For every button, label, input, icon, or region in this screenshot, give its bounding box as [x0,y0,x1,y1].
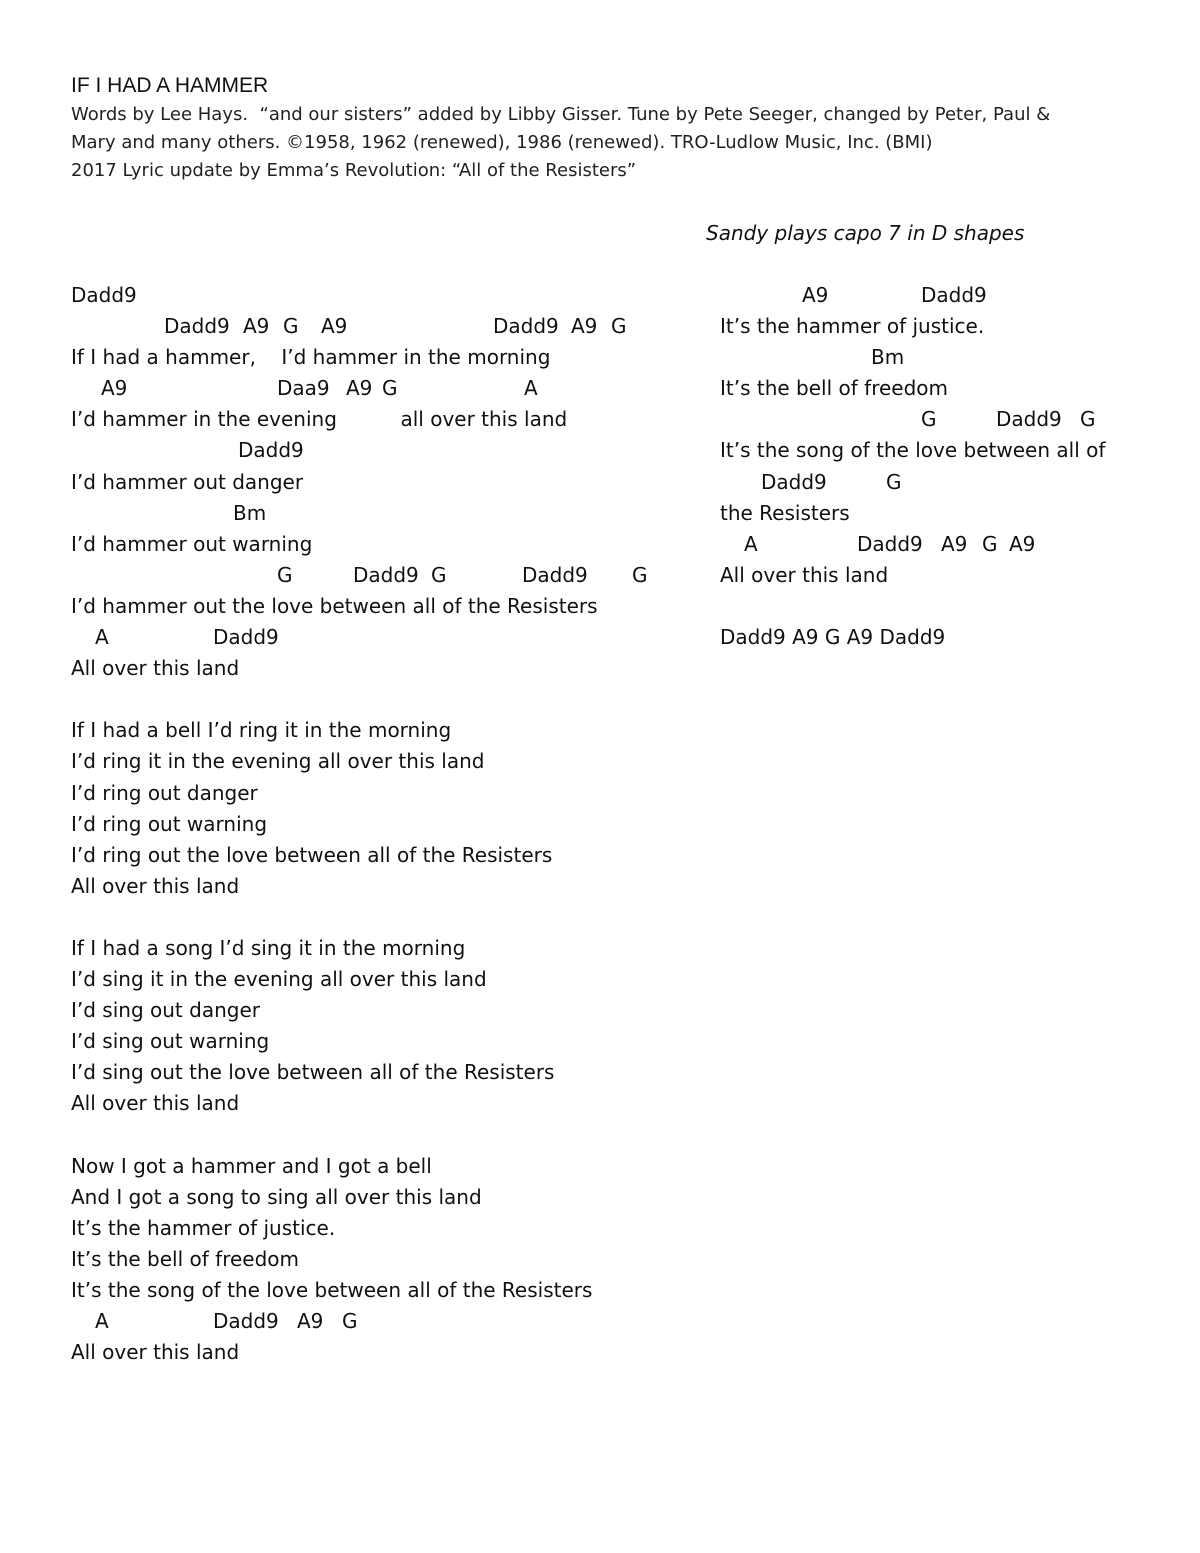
chord-symbol: Dadd9 [213,625,279,650]
chord-line [71,622,671,653]
chord-symbol: Bm [233,500,267,525]
lyric-line: I’d hammer out danger [71,469,304,494]
lyric-line: All over this land [720,562,889,587]
chord-symbol: Dadd9 [522,562,588,587]
chord-symbol: G [611,314,627,339]
chord-symbol: A [95,1309,109,1334]
chord-symbol: Dadd9 [71,283,137,307]
chord-symbol: A9 [571,314,598,339]
chord-symbol: G [886,469,902,494]
lyric-line: It’s the bell of freedom [71,1246,300,1271]
lyric-line: All over this land [71,873,240,898]
chord-symbol: Dadd9 [761,469,827,494]
blank-line [71,902,671,933]
lyric-line: It’s the song of the love between all of [720,438,1106,463]
chord-line [71,1306,671,1337]
lyric-line: I’d hammer out the love between all of the Resisters [71,593,598,618]
capo-note: Sandy plays capo 7 in D shapes [706,221,1025,245]
lyric-line: All over this land [71,656,240,681]
chord-symbol: Dadd9 [493,314,559,339]
chord-symbol: G [431,562,447,587]
lyric-line: I’d sing it in the evening all over this land [71,967,487,992]
chord-line [71,498,671,529]
lyric-line: I’d hammer out warning [71,531,313,556]
chord-line [71,560,671,591]
left-lyrics-column [71,280,671,1368]
chord-symbol: Dadd9 [353,562,419,587]
lyric-line: I’d ring out the love between all of the Resisters [71,842,553,867]
chord-symbol: G [982,531,998,556]
chord-symbol: G [921,407,937,432]
lyric-line: I’d sing out danger [71,998,260,1023]
blank-line [720,591,1170,622]
lyric-line: It’s the bell of freedom [720,376,949,401]
credit-line-1: Words by Lee Hays. “and our sisters” added by Libby Gisser. Tune by Pete Seeger, changed by Peter, Paul & [71,104,1051,125]
lyric-line: I’d hammer in the evening all over this land [71,407,568,432]
lyric-line: I’d ring out danger [71,780,258,805]
lyric-line: It’s the hammer of justice. [71,1215,336,1240]
lyric-line: All over this land [71,1340,240,1365]
chord-symbol: A9 [243,314,270,339]
lyric-line: Now I got a hammer and I got a bell [71,1153,432,1178]
lyric-line: I’d ring it in the evening all over this land [71,749,485,774]
chord-symbol: Daa9 [277,376,330,401]
chord-line [71,311,671,342]
lyric-line: If I had a hammer, I’d hammer in the morning [71,345,551,370]
chord-symbol: Dadd9 [164,314,230,339]
chord-symbol: G [1080,407,1096,432]
chord-symbol: Dadd9 [857,531,923,556]
chord-symbol: G [382,376,398,401]
chord-symbol: A9 [346,376,373,401]
lyric-line: Dadd9 A9 G A9 Dadd9 [720,625,946,650]
lyric-line: I’d sing out the love between all of the Resisters [71,1060,555,1085]
chord-symbol: Dadd9 [238,438,304,463]
chord-symbol: A [744,531,758,556]
chord-symbol: G [632,562,648,587]
chord-symbol: A [95,625,109,650]
lyric-line: If I had a song I’d sing it in the morning [71,935,466,960]
lyric-line: It’s the song of the love between all of the Resisters [71,1278,593,1302]
chord-symbol: G [342,1309,358,1334]
chord-line [720,529,1170,560]
lyric-line: If I had a bell I’d ring it in the morning [71,718,452,743]
blank-line [71,1120,671,1151]
chord-line [71,373,671,404]
chord-symbol: G [283,314,299,339]
credit-line-3: 2017 Lyric update by Emma’s Revolution: “All of the Resisters” [71,160,637,181]
lyric-line: All over this land [71,1091,240,1116]
chord-symbol: Dadd9 [921,283,987,307]
chord-line [720,342,1170,373]
chord-line [71,280,671,311]
lyric-line: I’d sing out warning [71,1029,270,1054]
chord-symbol: A [524,376,538,401]
chord-line [720,467,1170,498]
chord-symbol: A9 [297,1309,324,1334]
credit-line-2: Mary and many others. ©1958, 1962 (renewed), 1986 (renewed). TRO-Ludlow Music, Inc. (BMI) [71,132,933,153]
chord-symbol: Dadd9 [213,1309,279,1334]
right-lyrics-column [720,280,1170,653]
chord-symbol: Bm [871,345,905,370]
chord-symbol: A9 [101,376,128,401]
chord-line [720,404,1170,435]
chord-symbol: A9 [1009,531,1036,556]
chord-symbol: A9 [321,314,348,339]
lyric-line: I’d ring out warning [71,811,268,836]
chord-symbol: G [277,562,293,587]
chord-symbol: A9 [941,531,968,556]
blank-line [71,684,671,715]
chord-line [720,280,1170,311]
lyric-line: And I got a song to sing all over this land [71,1184,482,1209]
song-title: IF I HAD A HAMMER [71,74,269,97]
lyric-line: It’s the hammer of justice. [720,314,985,339]
chord-symbol: Dadd9 [996,407,1062,432]
lyric-line: the Resisters [720,500,850,525]
chord-symbol: A9 [802,283,829,307]
chord-line [71,435,671,466]
